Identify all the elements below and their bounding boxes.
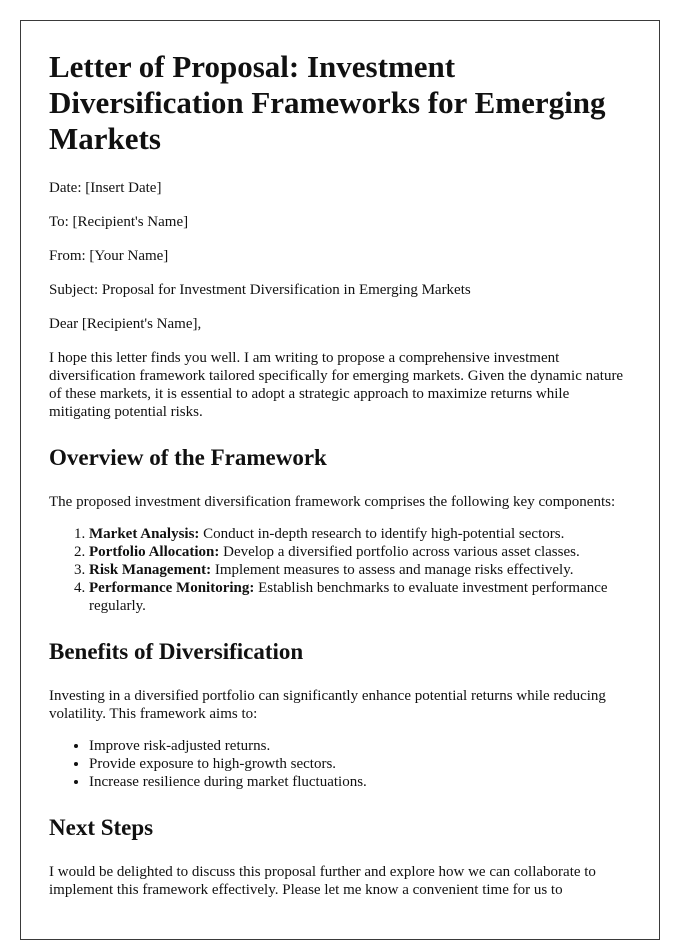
letter-title: Letter of Proposal: Investment Diversification Frameworks for Emerging Markets — [49, 49, 606, 156]
intro-paragraph: I hope this letter finds you well. I am writing to propose a comprehensive investment diversification framework tailored specifically for emerging markets. Given the dynamic nature of these markets, it is essential to adopt a strategic approach to maximize returns while mitigating potential risks. — [49, 350, 624, 420]
next-steps-heading: Next Steps — [49, 815, 154, 840]
list-item: • Provide exposure to high-growth sectors. — [89, 755, 631, 773]
letter-page — [20, 20, 660, 940]
list-item: • Increase resilience during market fluctuations. — [89, 773, 631, 791]
date-line: Date: [Insert Date] — [49, 180, 162, 196]
overview-text: The proposed investment diversification framework comprises the following key components: — [49, 494, 616, 510]
subject-line: Subject: Proposal for Investment Diversification in Emerging Markets — [49, 282, 471, 298]
list-item: 3. Risk Management: Implement measures to assess and manage risks effectively. — [89, 561, 631, 579]
from-line: From: [Your Name] — [49, 248, 169, 264]
component-list — [49, 525, 631, 615]
letter-meta — [49, 179, 631, 299]
list-item: 2. Portfolio Allocation: Develop a diversified portfolio across various asset classes. — [89, 543, 631, 561]
benefits-heading: Benefits of Diversification — [49, 639, 304, 664]
to-line: To: [Recipient's Name] — [49, 214, 189, 230]
overview-heading: Overview of the Framework — [49, 445, 327, 470]
list-item: 1. Market Analysis: Conduct in-depth research to identify high-potential sectors. — [89, 525, 631, 543]
salutation: Dear [Recipient's Name], — [49, 316, 202, 332]
next-steps-text: I would be delighted to discuss this proposal further and explore how we can collaborate to implement this framework effectively. Please let me know a convenient time for us to — [49, 864, 596, 898]
list-item: • Improve risk-adjusted returns. — [89, 737, 631, 755]
benefits-list — [49, 737, 631, 791]
list-item: 4. Performance Monitoring: Establish benchmarks to evaluate investment performance regularly. — [89, 579, 631, 615]
benefits-text: Investing in a diversified portfolio can significantly enhance potential returns while reducing volatility. This framework aims to: — [49, 688, 606, 722]
